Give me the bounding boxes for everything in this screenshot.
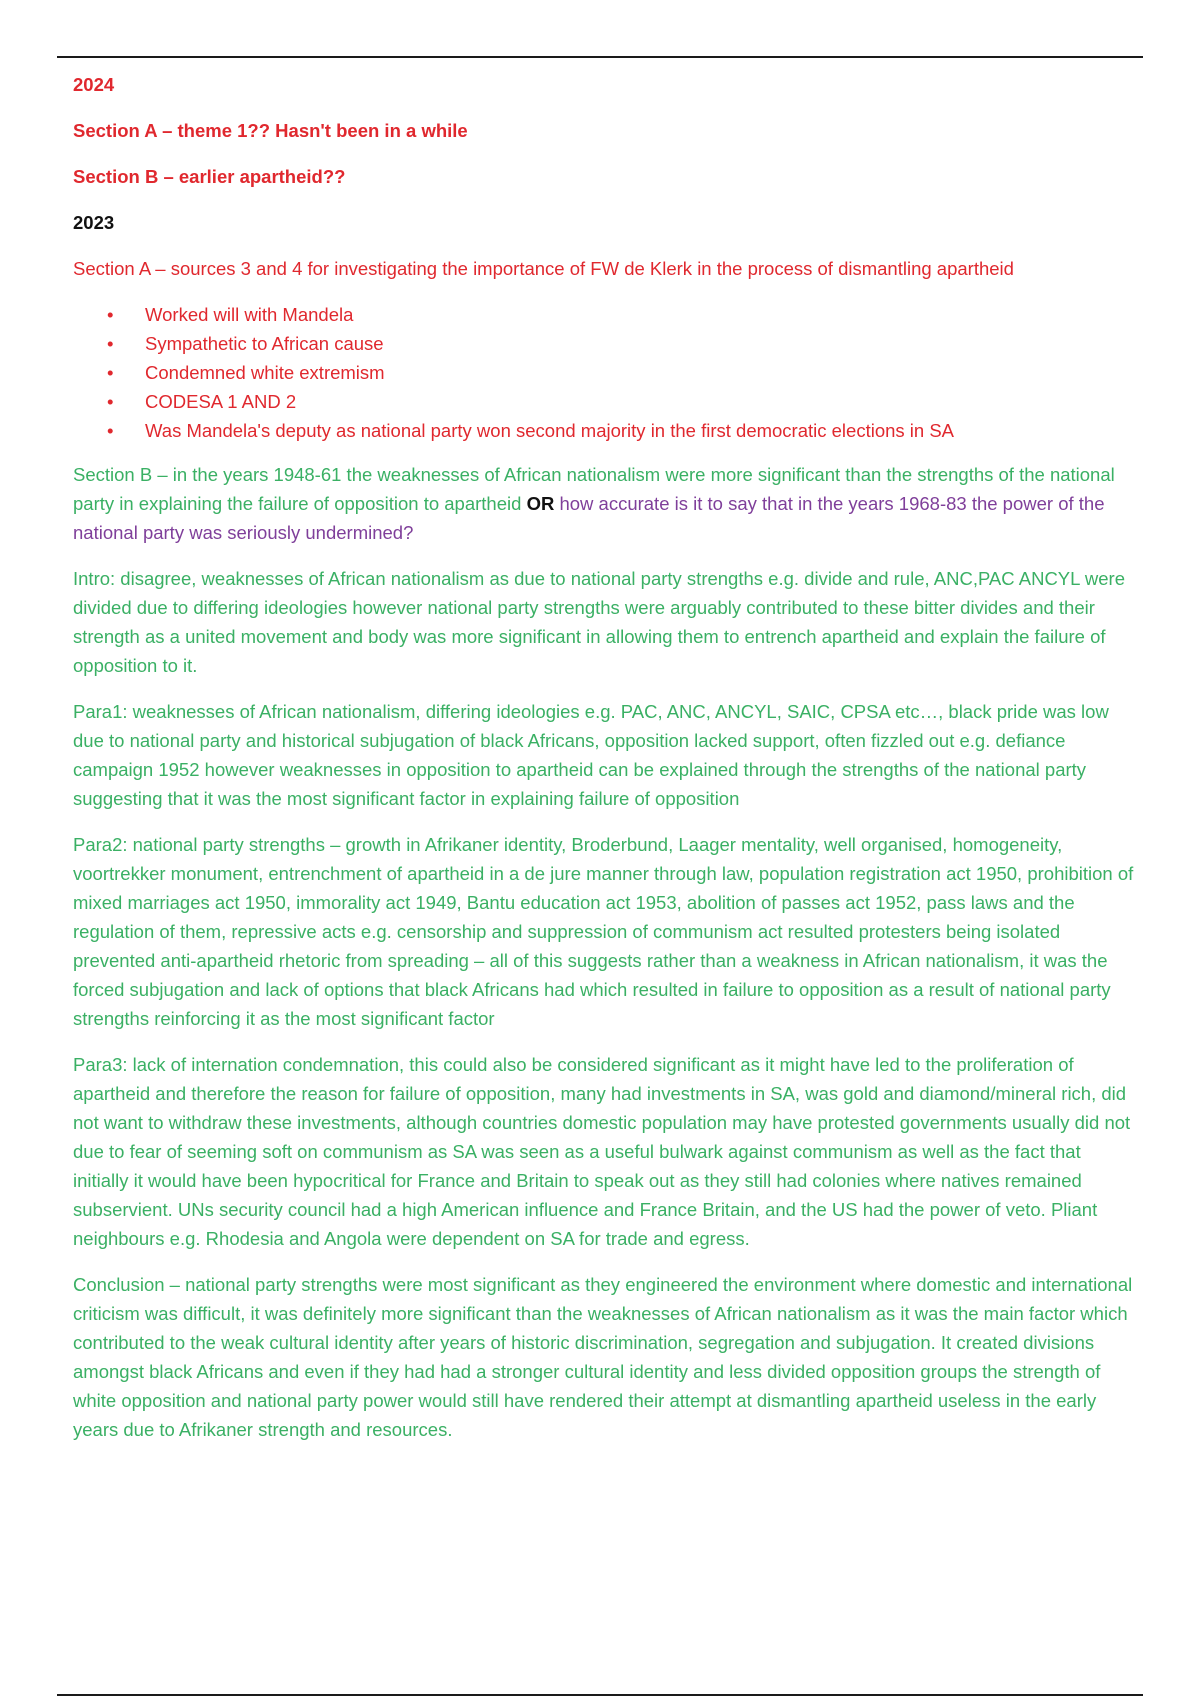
para3-paragraph: Para3: lack of internation condemnation, this could also be considered significant as it might have led to the proliferation of apartheid and therefore the reason for failure of opposition, many had investments in SA, was gold and diamond/mineral rich, did not want to withdraw these investments, although countries domestic population may have protested governments usually did not due to fear of seeming soft on communism as SA was seen as a useful bulwark against communism as well as the fact that initially it would have been hypocritical for France and Britain to speak out as they still had colonies where natives remained subservient. UNs security council had a high American influence and France Britain, and the US had the power of veto. Pliant neighbours e.g. Rhodesia and Angola were dependent on SA for trade and egress. [73, 1054, 1131, 1249]
document-body [73, 70, 1135, 1461]
list-item [73, 300, 1135, 329]
list-item [73, 358, 1135, 387]
bullet-list [73, 300, 1135, 445]
bullet-icon: • [107, 420, 114, 441]
intro-paragraph: Intro: disagree, weaknesses of African nationalism as due to national party strengths e.g. divide and rule, ANC,PAC ANCYL were divided due to differing ideologies however national party strengths were arguably contributed to these bitter divides and their strength as a united movement and body was more significant in allowing them to entrench apartheid and explain the failure of opposition to it. [73, 568, 1125, 676]
list-item [73, 329, 1135, 358]
para1-paragraph: Para1: weaknesses of African nationalism, differing ideologies e.g. PAC, ANC, ANCYL, SAIC, CPSA etc…, black pride was low due to national party and historical subjugation of black Africans, opposition lacked support, often fizzled out e.g. defiance campaign 1952 however weaknesses in opposition to apartheid can be explained through the strengths of the national party suggesting that it was the most significant factor in explaining failure of opposition [73, 701, 1109, 809]
para2-paragraph: Para2: national party strengths – growth in Afrikaner identity, Broderbund, Laager mentality, well organised, homogeneity, voortrekker monument, entrenchment of apartheid in a de jure manner through law, population registration act 1950, prohibition of mixed marriages act 1950, immorality act 1949, Bantu education act 1953, abolition of passes act 1952, pass laws and the regulation of them, repressive acts e.g. censorship and suppression of communism act resulted protesters being isolated prevented anti-apartheid rhetoric from spreading – all of this suggests rather than a weakness in African nationalism, it was the forced subjugation and lack of options that black Africans had which resulted in failure to opposition as a result of national party strengths reinforcing it as the most significant factor [73, 834, 1134, 1029]
list-item [73, 387, 1135, 416]
list-item [73, 416, 1135, 445]
bullet-icon: • [107, 333, 114, 354]
or-separator: OR [526, 493, 555, 514]
list-item-text: Sympathetic to African cause [145, 333, 384, 354]
conclusion-paragraph: Conclusion – national party strengths were most significant as they engineered the environment where domestic and international criticism was difficult, it was definitely more significant than the weaknesses of African nationalism as it was the main factor which contributed to the weak cultural identity after years of historic discrimination, segregation and subjugation. It created divisions amongst black Africans and even if they had had a stronger cultural identity and less divided opposition groups the strength of white opposition and national party power would still have rendered their attempt at dismantling apartheid useless in the early years due to Afrikaner strength and resources. [73, 1274, 1133, 1440]
bullet-icon: • [107, 391, 114, 412]
section-b-question-1: Section B – in the years 1948-61 the weaknesses of African nationalism were more significant than the strengths of the national party in explaining the failure of opposition to apartheid [73, 464, 1115, 514]
section-a-2023: Section A – sources 3 and 4 for investigating the importance of FW de Klerk in the process of dismantling apartheid [73, 258, 1014, 279]
bottom-rule [57, 1694, 1143, 1696]
section-b-2024: Section B – earlier apartheid?? [73, 166, 346, 187]
list-item-text: Condemned white extremism [145, 362, 385, 383]
heading-2024: 2024 [73, 74, 115, 95]
list-item-text: Worked will with Mandela [145, 304, 354, 325]
heading-2023: 2023 [73, 212, 115, 233]
list-item-text: Was Mandela's deputy as national party won second majority in the first democratic elections in SA [145, 420, 955, 441]
section-b-2023 [73, 460, 1135, 547]
top-rule [57, 56, 1143, 58]
section-a-2024: Section A – theme 1?? Hasn't been in a while [73, 120, 468, 141]
bullet-icon: • [107, 362, 114, 383]
section-b-question-2: how accurate is it to say that in the years 1968-83 the power of the national party was seriously undermined? [73, 493, 1105, 543]
bullet-icon: • [107, 304, 114, 325]
list-item-text: CODESA 1 AND 2 [145, 391, 297, 412]
